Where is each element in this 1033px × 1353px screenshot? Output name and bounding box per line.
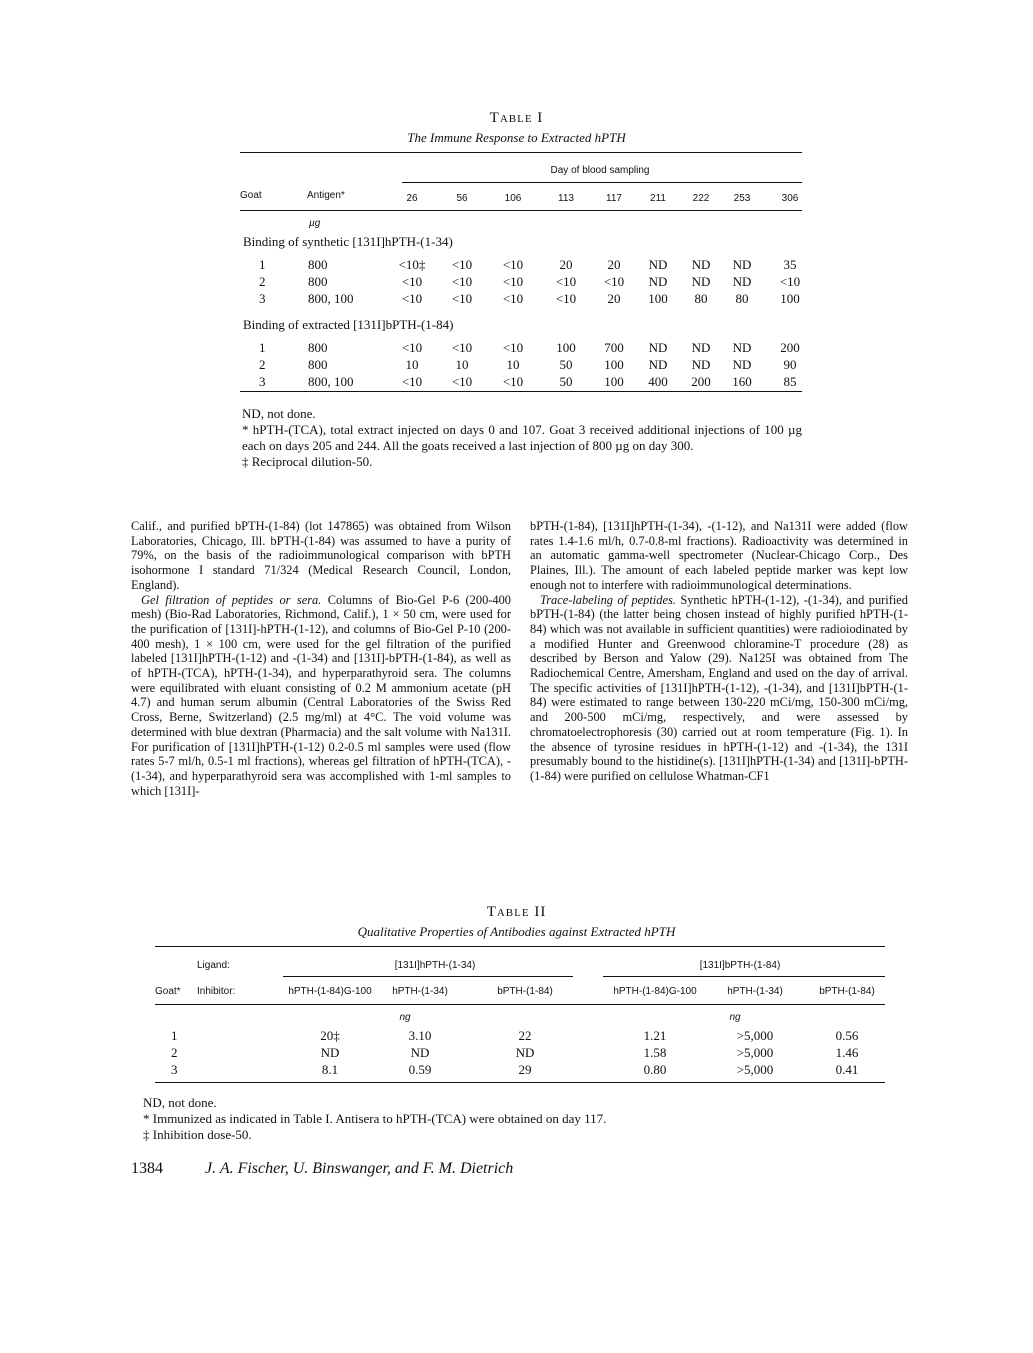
table1-day-header: 253	[733, 193, 751, 204]
table2-value-cell: 0.56	[835, 1028, 859, 1043]
table1-section2-title: Binding of extracted [131I]bPTH-(1-84)	[243, 317, 454, 332]
table1-day-header: 26	[406, 193, 418, 204]
table2-value-cell: 20‡	[320, 1028, 340, 1043]
table1-day-header: 211	[650, 193, 666, 204]
table1-value-cell: 160	[732, 374, 752, 389]
table1-goat-cell: 3	[259, 374, 266, 389]
table2-goat-header: Goat*	[155, 986, 181, 997]
table1-value-cell: 10	[506, 357, 520, 372]
table1-value-cell: <10	[401, 340, 423, 355]
table1-top-rule	[240, 152, 802, 153]
body-right-column	[530, 519, 908, 784]
table2-ligand1: [131I]hPTH-(1-34)	[394, 960, 476, 971]
table1-value-cell: 100	[780, 291, 800, 306]
table2-inhibitor-header: hPTH-(1-84)G-100	[613, 986, 697, 997]
table1-footnote-antigen: * hPTH-(TCA), total extract injected on days 0 and 107. Goat 3 received additional injections of 100 µg each on days 205 and 244. All the goats received a last injection of 800 µg on day 300.	[242, 422, 802, 453]
table1-value-cell: ND	[691, 340, 711, 355]
table2-value-cell: 1.21	[643, 1028, 667, 1043]
table2-inhibitor-header: bPTH-(1-84)	[497, 986, 553, 997]
table2-ligand1-rule	[283, 976, 573, 977]
table2-value-cell: 0.80	[643, 1062, 667, 1077]
table1-value-cell: <10	[603, 274, 625, 289]
table1-value-cell: <10	[502, 274, 524, 289]
body-right-paragraph-1: bPTH-(1-84), [131I]hPTH-(1-34), -(1-12), and Na131I were added (flow rates 1.4-1.6 ml/h, 0.7-0.8-ml fractions). Radioactivity was determined in an automatic gamma-well spectrometer (Nuclear-Chicago Corp., Des Plaines, Ill.). The amount of each labeled peptide marker was kept low enough not to interfere with radioimmunological determinations.	[530, 519, 908, 592]
table1-antigen-cell: 800, 100	[308, 291, 354, 306]
table2-bottom-rule	[155, 1082, 885, 1083]
table2-caption: Qualitative Properties of Antibodies against Extracted hPTH	[357, 924, 676, 939]
gel-filtration-heading: Gel filtration of peptides or sera.	[141, 592, 322, 607]
table2-value-cell: ND	[410, 1045, 430, 1060]
table1-day-header: 117	[606, 193, 622, 204]
table1-value-cell: ND	[648, 340, 668, 355]
table2-value-cell: ND	[515, 1045, 535, 1060]
table1-antigen-header: Antigen*	[307, 190, 345, 201]
table1-footnote-nd: ND, not done.	[242, 406, 316, 421]
table1-value-cell: <10	[401, 374, 423, 389]
table1-value-cell: 85	[783, 374, 797, 389]
table1-value-cell: 80	[735, 291, 749, 306]
table2-footnote-immunized: * Immunized as indicated in Table I. Antisera to hPTH-(TCA) were obtained on day 117.	[143, 1111, 607, 1126]
table2-inhibitor-header: bPTH-(1-84)	[819, 986, 875, 997]
table1-value-cell: 20	[607, 257, 621, 272]
gel-filtration-text: Columns of Bio-Gel P-6 (200-400 mesh) (Bio-Rad Laboratories, Richmond, Calif.), 1 × 50 cm, were used for the purification of [131I]-hPTH-(1-12), and columns of Bio-Gel P-10 (200-400 mesh), 1 × 100 cm, were used for the gel filtration of the purified labeled [131I]hPTH-(1-12) and -(1-34) and [131I]-bPTH-(1-84), as well as of hPTH-(TCA), hPTH-(1-34), and hyperparathyroid sera. The columns were equilibrated with eluant consisting of 0.2 M ammonium acetate (pH 4.7) and human serum albumin (Central Laboratories of the Swiss Red Cross, Berne, Switzerland) (2.5 mg/ml) at 4°C. The void volume was determined with blue dextran (Pharmacia) and the salt volume with Na131I. For purification of [131I]hPTH-(1-12) 0.2-0.5 ml samples were used (flow rates 5-7 ml/h, 0.5-1 ml fractions), whereas gel filtration of hPTH-(TCA), -(1-34), and hyperparathyroid sera was accomplished with 1-ml samples to which [131I]-	[131, 592, 511, 798]
table1-day-header: 106	[504, 193, 522, 204]
table2-value-cell: 1.58	[643, 1045, 667, 1060]
table2-value-cell: 0.41	[835, 1062, 859, 1077]
table1-goat-cell: 2	[259, 357, 266, 372]
table1-value-cell: <10	[401, 274, 423, 289]
table1-value-cell: ND	[648, 357, 668, 372]
table1-value-cell: 700	[604, 340, 624, 355]
table1-goat-cell: 3	[259, 291, 266, 306]
body-left-paragraph-1: Calif., and purified bPTH-(1-84) (lot 147865) was obtained from Wilson Laboratories, Chicago, Ill. bPTH-(1-84) was assumed to have a purity of 79%, on the basis of the radioimmunological comparison with bPTH isohormone I standard 71/324 (Medical Research Council, London, England).	[131, 519, 511, 592]
table2-value-cell: 29	[518, 1062, 532, 1077]
running-authors: J. A. Fischer, U. Binswanger, and F. M. Dietrich	[205, 1160, 514, 1177]
table2-value-cell: 22	[518, 1028, 532, 1043]
table1-value-cell: 200	[780, 340, 800, 355]
table1-value-cell: ND	[691, 274, 711, 289]
table1-value-cell: 400	[648, 374, 668, 389]
table1-value-cell: 20	[559, 257, 573, 272]
table1-label: Table I	[489, 110, 544, 126]
table2-ligand2: [131I]bPTH-(1-84)	[699, 960, 781, 971]
table1-value-cell: <10	[502, 291, 524, 306]
table1-value-cell: 10	[405, 357, 419, 372]
table1-value-cell: <10	[401, 291, 423, 306]
body-left-paragraph-2	[131, 593, 511, 799]
table2-inhibitor-header: hPTH-(1-34)	[727, 986, 783, 997]
table2-header-rule	[155, 1004, 885, 1005]
table1-value-cell: <10	[451, 257, 473, 272]
page-number: 1384	[131, 1160, 163, 1177]
table1-value-cell: <10	[502, 374, 524, 389]
table1-antigen-cell: 800	[308, 340, 328, 355]
table1-value-cell: ND	[732, 357, 752, 372]
table2-inhibitor-header: hPTH-(1-34)	[392, 986, 448, 997]
table2-value-cell: >5,000	[736, 1045, 774, 1060]
table2-goat-cell: 2	[171, 1045, 178, 1060]
table1-value-cell: 100	[604, 374, 624, 389]
table2-top-rule	[155, 946, 885, 947]
table1-value-cell: <10	[502, 340, 524, 355]
table1-value-cell: ND	[732, 274, 752, 289]
table1-day-header: 56	[456, 193, 468, 204]
table1-value-cell: 80	[694, 291, 708, 306]
table1-value-cell: 200	[691, 374, 711, 389]
table1-day-group-header: Day of blood sampling	[550, 165, 650, 176]
table1-value-cell: <10	[555, 274, 577, 289]
table1-header-rule	[240, 210, 802, 211]
table1-bottom-rule	[240, 391, 802, 392]
table2-inhibitor-label: Inhibitor:	[197, 986, 236, 997]
table2-goat-cell: 3	[171, 1062, 178, 1077]
table2-value-cell: ND	[320, 1045, 340, 1060]
table1-value-cell: 35	[783, 257, 797, 272]
table1-antigen-cell: 800	[308, 257, 328, 272]
table2-value-cell: >5,000	[736, 1062, 774, 1077]
table1-goat-cell: 1	[259, 257, 266, 272]
table1-value-cell: ND	[648, 274, 668, 289]
table1-antigen-cell: 800, 100	[308, 374, 354, 389]
table1-value-cell: <10‡	[398, 257, 426, 272]
body-left-column	[131, 519, 511, 798]
table1-caption: The Immune Response to Extracted hPTH	[407, 130, 626, 145]
table1-value-cell: ND	[732, 340, 752, 355]
table1-goat-cell: 1	[259, 340, 266, 355]
table1-day-header: 222	[692, 193, 710, 204]
table1-value-cell: 100	[556, 340, 576, 355]
table2-footnote-inhibition: ‡ Inhibition dose-50.	[143, 1127, 252, 1142]
table1-goat-cell: 2	[259, 274, 266, 289]
table2-footnote-nd: ND, not done.	[143, 1095, 217, 1110]
table1-footnotes	[242, 406, 802, 470]
table1-value-cell: <10	[502, 257, 524, 272]
table1-antigen-cell: 800	[308, 357, 328, 372]
table1-value-cell: <10	[779, 274, 801, 289]
table2-goat-cell: 1	[171, 1028, 178, 1043]
table2-unit-left: ng	[399, 1012, 411, 1023]
table1-value-cell: ND	[691, 257, 711, 272]
table1-value-cell: 10	[455, 357, 469, 372]
table1-value-cell: <10	[451, 340, 473, 355]
table2-unit-right: ng	[729, 1012, 741, 1023]
table2-ligand-label: Ligand:	[197, 960, 230, 971]
table1-day-group-rule	[402, 182, 802, 183]
table1-value-cell: <10	[451, 274, 473, 289]
table2-footnotes	[143, 1095, 743, 1143]
table1-day-header: 306	[781, 193, 799, 204]
table1-day-header: 113	[558, 193, 574, 204]
table2-value-cell: 3.10	[408, 1028, 432, 1043]
trace-labeling-heading: Trace-labeling of peptides.	[540, 592, 676, 607]
table1-value-cell: 50	[559, 374, 573, 389]
table1-value-cell: 100	[604, 357, 624, 372]
table1-value-cell: 90	[783, 357, 797, 372]
table2-value-cell: >5,000	[736, 1028, 774, 1043]
table1-value-cell: ND	[732, 257, 752, 272]
body-right-paragraph-2	[530, 593, 908, 784]
table2-value-cell: 1.46	[835, 1045, 859, 1060]
trace-labeling-text: Synthetic hPTH-(1-12), -(1-34), and purified bPTH-(1-84) (the latter being chosen instead of highly purified hPTH-(1-84) which was not available in sufficient quantities) were radioiodinated by a modified Hunter and Greenwood chloramine-T procedure (28) as described by Berson and Yalow (29). Na125I was obtained from The Radiochemical Centre, Amersham, England and used on the day of arrival. The specific activities of [131I]hPTH-(1-12), -(1-34), and [131I]bPTH-(1-84) were estimated to range between 130-220 mCi/mg, 150-300 mCi/mg, and 200-500 mCi/mg, respectively, and were assessed by chromatoelectrophoresis (30) carried out at room temperature (Fig. 1). In the absence of tyrosine residues in hPTH-(1-12) and -(1-34), the 131I presumably bound to the histidine(s). [131I]hPTH-(1-34) and [131I]-bPTH-(1-84) were purified on cellulose Whatman-CF1	[530, 592, 908, 783]
table2-inhibitor-header: hPTH-(1-84)G-100	[288, 986, 372, 997]
table2-value-cell: 8.1	[321, 1062, 339, 1077]
table1-value-cell: 50	[559, 357, 573, 372]
table1-value-cell: ND	[691, 357, 711, 372]
page-footer	[131, 1160, 513, 1178]
table1-section1-title: Binding of synthetic [131I]hPTH-(1-34)	[243, 234, 453, 249]
table1-value-cell: 100	[648, 291, 668, 306]
table2-ligand2-rule	[603, 976, 885, 977]
table1-value-cell: 20	[607, 291, 621, 306]
table1-value-cell: <10	[451, 374, 473, 389]
table1-footnote-dilution: ‡ Reciprocal dilution-50.	[242, 454, 373, 469]
table1-antigen-cell: 800	[308, 274, 328, 289]
table1-value-cell: ND	[648, 257, 668, 272]
table2-label: Table II	[486, 904, 547, 920]
table1-unit: µg	[309, 218, 321, 229]
table1-value-cell: <10	[555, 291, 577, 306]
table1-goat-header: Goat	[240, 190, 262, 201]
table1-value-cell: <10	[451, 291, 473, 306]
table2-value-cell: 0.59	[408, 1062, 432, 1077]
